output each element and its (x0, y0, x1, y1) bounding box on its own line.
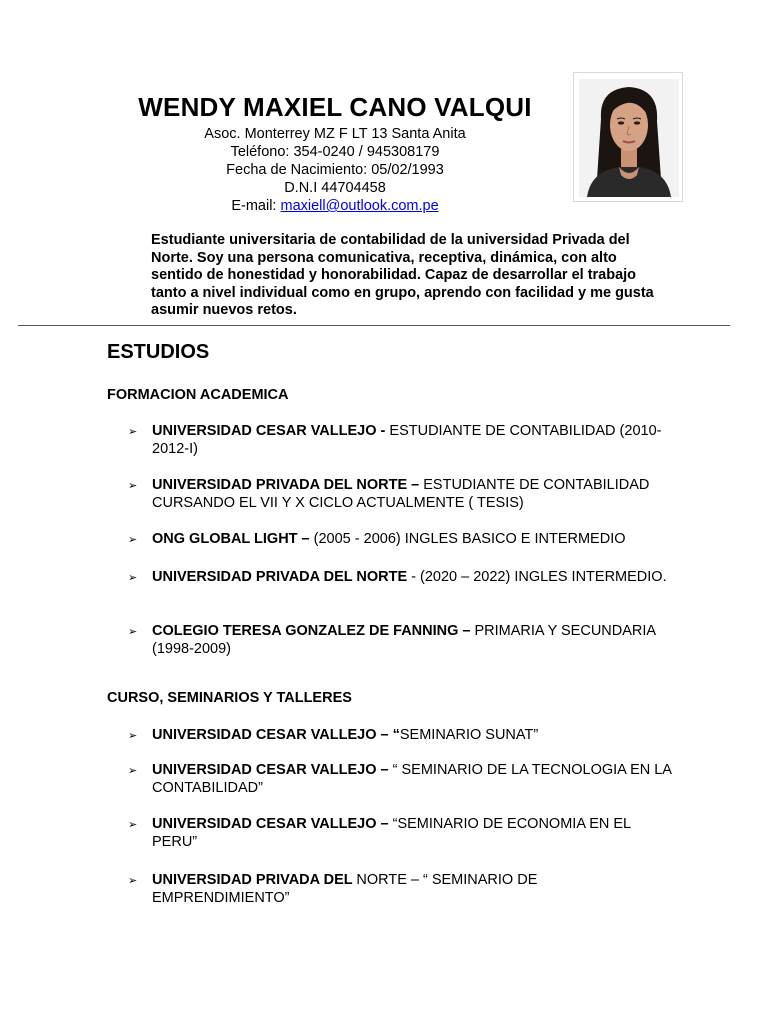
phone: Teléfono: 354-0240 / 945308179 (230, 144, 440, 160)
item-detail: SEMINARIO SUNAT” (399, 727, 539, 743)
item-institution: COLEGIO TERESA GONZALEZ DE FANNING – (152, 623, 475, 639)
item-institution: UNIVERSIDAD PRIVADA DEL NORTE (152, 569, 412, 585)
section-divider (18, 325, 730, 326)
arrow-bullet-icon: ➢ (128, 626, 138, 638)
dni: D.N.I 44704458 (284, 180, 386, 196)
email-line (90, 197, 580, 215)
arrow-bullet-icon: ➢ (128, 875, 138, 887)
item-detail: “SEMINARIO DE ECONOMIA EN EL PERU” (152, 816, 631, 850)
arrow-bullet-icon: ➢ (128, 572, 138, 584)
email-label: E-mail: (231, 198, 281, 214)
item-detail: - (2020 – 2022) INGLES INTERMEDIO. (411, 569, 667, 585)
courses-heading: CURSO, SEMINARIOS Y TALLERES (107, 690, 352, 706)
email-link[interactable]: maxiell@outlook.com.pe (280, 198, 439, 214)
arrow-bullet-icon: ➢ (128, 426, 138, 438)
arrow-bullet-icon: ➢ (128, 480, 138, 492)
arrow-bullet-icon: ➢ (128, 730, 138, 742)
item-detail: ESTUDIANTE DE CONTABILIDAD (2010-2012-I) (152, 423, 662, 457)
item-detail: NORTE – “ SEMINARIO DE EMPRENDIMIENTO” (152, 872, 538, 906)
profile-photo (573, 72, 683, 202)
academic-heading: FORMACION ACADEMICA (107, 387, 289, 403)
arrow-bullet-icon: ➢ (128, 819, 138, 831)
item-detail: ESTUDIANTE DE CONTABILIDAD CURSANDO EL VII Y X CICLO ACTUALMENTE ( TESIS) (152, 477, 650, 511)
portrait-image (579, 79, 679, 197)
item-institution: UNIVERSIDAD PRIVADA DEL (152, 872, 357, 888)
birth-date: Fecha de Nacimiento: 05/02/1993 (226, 162, 444, 178)
contact-block (90, 125, 580, 215)
section-title-estudios: ESTUDIOS (107, 341, 210, 363)
item-detail: PRIMARIA Y SECUNDARIA (1998-2009) (152, 623, 656, 657)
item-institution: UNIVERSIDAD PRIVADA DEL NORTE – (152, 477, 424, 493)
item-institution: UNIVERSIDAD CESAR VALLEJO - (152, 423, 390, 439)
arrow-bullet-icon: ➢ (128, 534, 138, 546)
item-institution: UNIVERSIDAD CESAR VALLEJO – (152, 816, 393, 832)
item-institution: UNIVERSIDAD CESAR VALLEJO – (152, 762, 393, 778)
arrow-bullet-icon: ➢ (128, 765, 138, 777)
item-detail: (2005 - 2006) INGLES BASICO E INTERMEDIO (313, 531, 626, 547)
item-institution: UNIVERSIDAD CESAR VALLEJO – “ (152, 727, 400, 743)
candidate-name: WENDY MAXIEL CANO VALQUI (138, 92, 532, 122)
address: Asoc. Monterrey MZ F LT 13 Santa Anita (204, 126, 466, 142)
item-detail: “ SEMINARIO DE LA TECNOLOGIA EN LA CONTABILIDAD” (152, 762, 672, 796)
item-institution: ONG GLOBAL LIGHT – (152, 531, 314, 547)
profile-summary: Estudiante universitaria de contabilidad de la universidad Privada del Norte. Soy una persona comunicativa, receptiva, dinámica, con alto sentido de honestidad y honorabilidad. Capaz de desarrollar el trabajo tanto a nivel individual como en grupo, aprendo con facilidad y me gusta asumir nuevos retos. (151, 232, 654, 319)
